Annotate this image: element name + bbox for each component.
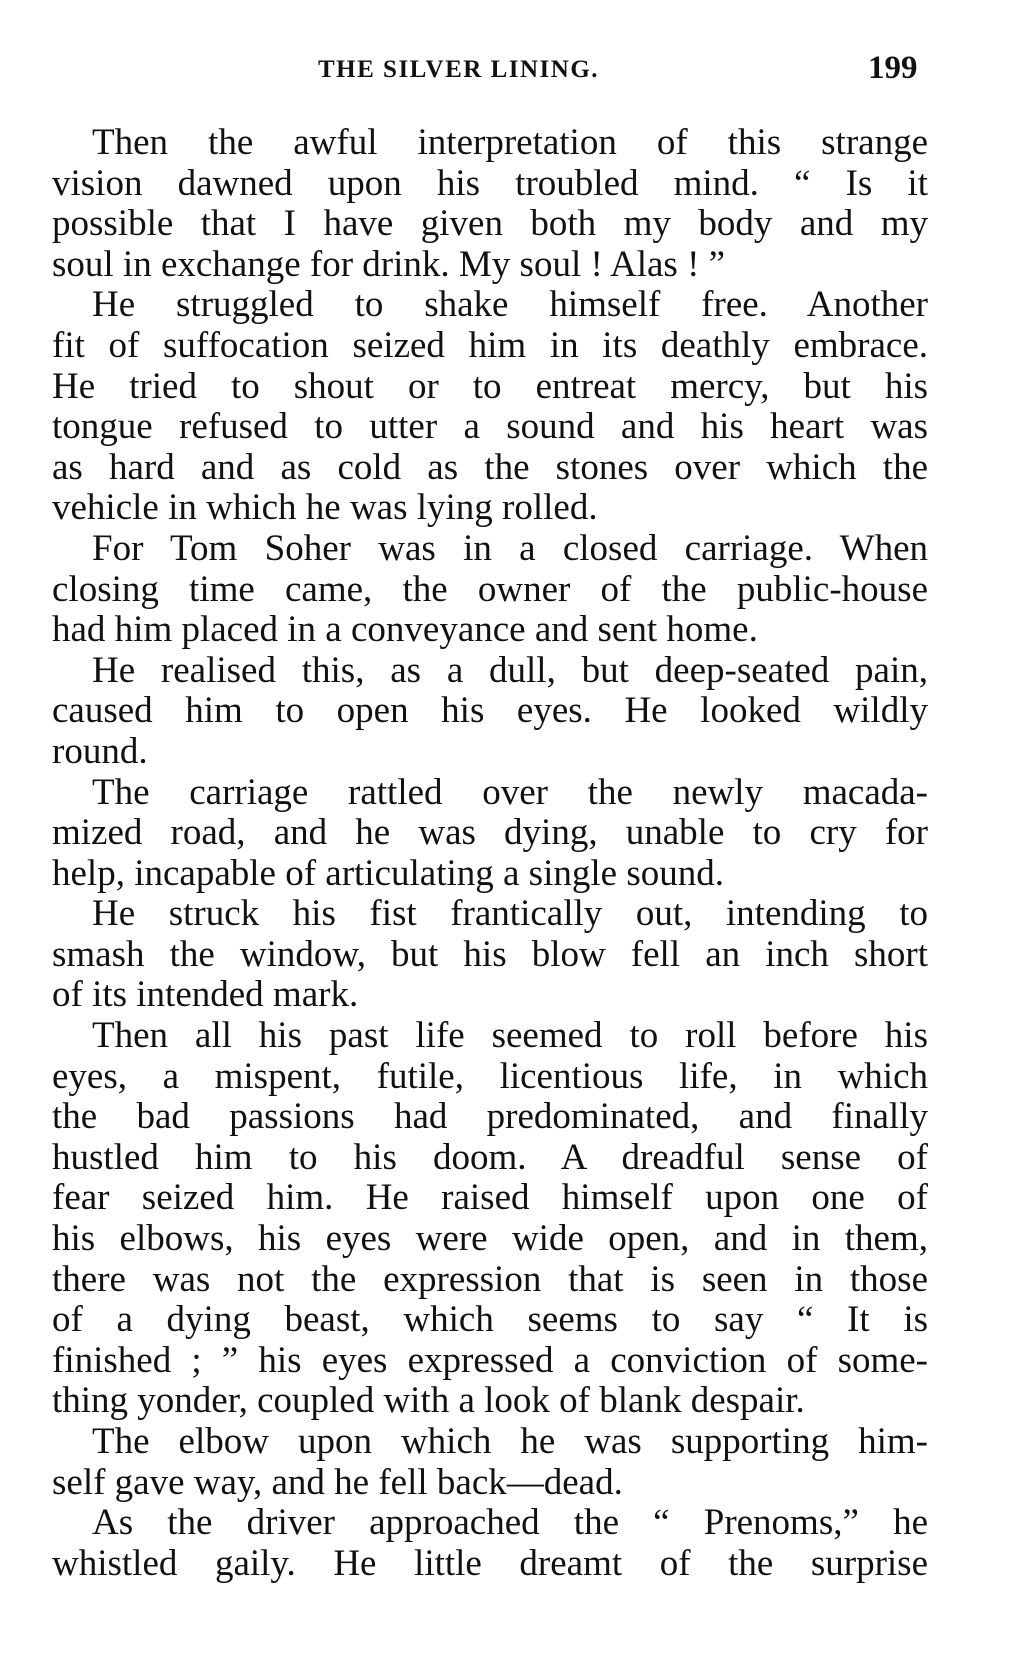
- paragraph: [52, 894, 928, 1016]
- text-line: closing time came, the owner of the public-house: [52, 568, 928, 610]
- text-line: He realised this, as a dull, but deep-seated pain,: [92, 649, 928, 691]
- text-line: his elbows, his eyes were wide open, and in them,: [52, 1218, 928, 1260]
- text-line: the bad passions had predominated, and finally: [52, 1096, 928, 1138]
- text-line: soul in exchange for drink. My soul ! Alas ! ”: [52, 243, 726, 285]
- text-line: He struck his fist frantically out, intending to: [92, 893, 928, 935]
- text-line: hustled him to his doom. A dreadful sense of: [52, 1136, 928, 1178]
- paragraph: [52, 285, 928, 529]
- text-line: For Tom Soher was in a closed carriage. When: [92, 527, 928, 569]
- text-line: tongue refused to utter a sound and his heart was: [52, 406, 928, 448]
- paragraph: [52, 1016, 928, 1422]
- text-line: help, incapable of articulating a single sound.: [52, 852, 724, 894]
- page-number: 199: [868, 50, 918, 86]
- running-head: [0, 52, 1034, 92]
- text-line: caused him to open his eyes. He looked wildly: [52, 690, 928, 732]
- text-line: there was not the expression that is seen in those: [52, 1258, 928, 1300]
- text-line: Then all his past life seemed to roll before his: [92, 1015, 928, 1057]
- body-text: [52, 123, 928, 1584]
- text-line: vehicle in which he was lying rolled.: [52, 487, 598, 529]
- paragraph: [52, 773, 928, 895]
- text-line: The elbow upon which he was supporting him-: [92, 1421, 928, 1462]
- text-line: mized road, and he was dying, unable to cry for: [52, 812, 928, 854]
- paragraph: [52, 123, 928, 285]
- text-line: He struggled to shake himself free. Another: [92, 284, 928, 326]
- text-line: thing yonder, coupled with a look of blank despair.: [52, 1380, 805, 1422]
- text-line: had him placed in a conveyance and sent home.: [52, 609, 758, 651]
- text-line: whistled gaily. He little dreamt of the surprise: [52, 1542, 928, 1584]
- text-line: vision dawned upon his troubled mind. “ Is it: [52, 162, 928, 204]
- text-line: finished ; ” his eyes expressed a conviction of some-: [52, 1339, 928, 1381]
- text-line: possible that I have given both my body and my: [52, 203, 928, 245]
- running-title: THE SILVER LINING.: [318, 56, 600, 83]
- text-line: Then the awful interpretation of this strange: [92, 122, 928, 163]
- paragraph: [52, 651, 928, 773]
- text-line: of a dying beast, which seems to say “ It is: [52, 1299, 928, 1341]
- text-line: eyes, a mispent, futile, licentious life, in which: [52, 1055, 928, 1097]
- text-line: As the driver approached the “ Prenoms,” he: [92, 1502, 928, 1544]
- text-line: fear seized him. He raised himself upon one of: [52, 1177, 928, 1219]
- text-line: fit of suffocation seized him in its deathly embrace.: [52, 324, 928, 366]
- text-line: round.: [52, 730, 148, 772]
- text-line: self gave way, and he fell back—dead.: [52, 1461, 623, 1503]
- text-line: of its intended mark.: [52, 974, 359, 1016]
- paragraph: [52, 1503, 928, 1584]
- paragraph: [52, 529, 928, 651]
- text-line: as hard and as cold as the stones over which the: [52, 446, 928, 488]
- text-line: He tried to shout or to entreat mercy, but his: [52, 365, 928, 407]
- text-line: The carriage rattled over the newly macada-: [92, 771, 928, 813]
- paragraph: [52, 1422, 928, 1503]
- text-line: smash the window, but his blow fell an inch short: [52, 933, 928, 975]
